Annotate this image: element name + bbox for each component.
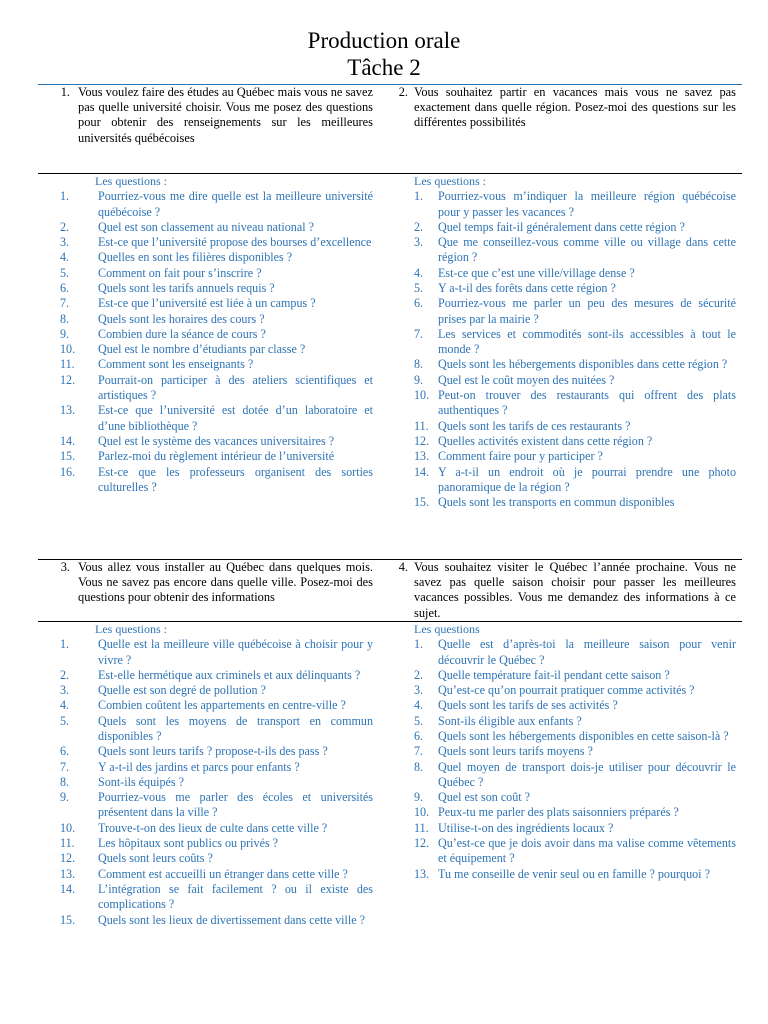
scenario-text: Vous voulez faire des études au Québec mais vous ne savez pas quelle université choisir. Vous me posez des questions pour obtenir des renseignements sur les meilleures universités québécoises [78,85,373,145]
question-number: 16. [60,464,76,479]
question-number: 3. [414,235,424,250]
questions-row-2 [38,622,742,928]
questions-1 [38,174,390,559]
question-item [60,434,373,449]
question-item [60,836,373,851]
scenario-1 [38,85,390,173]
question-item [60,775,373,790]
question-number: 1. [60,189,70,204]
question-number: 13. [414,449,430,464]
question-item [414,714,736,729]
question-text: Quelles en sont les filières disponibles ? [98,250,293,265]
question-item [60,220,373,235]
question-text: Tu me conseille de venir seul ou en famille ? pourquoi ? [438,866,710,881]
question-text: Quel est son classement au niveau national ? [98,219,314,234]
question-text: Est-ce que l’université est liée à un campus ? [98,296,316,311]
question-text: Quels sont les transports en commun disponibles [438,495,675,510]
question-text: Comment sont les enseignants ? [98,357,254,372]
question-number: 6. [414,296,424,311]
question-text: Est-ce que c’est une ville/village dense ? [438,265,635,280]
question-text: Quel temps fait-il généralement dans cette région ? [438,219,685,234]
question-text: L’intégration se fait facilement ? ou il existe des complications ? [98,881,373,912]
question-item [414,327,736,358]
question-item [414,296,736,327]
question-number: 1. [414,637,424,652]
question-item [414,760,736,791]
question-item [414,821,736,836]
question-item [414,683,736,698]
question-text: Y a-t-il des forêts dans cette région ? [438,280,616,295]
question-number: 9. [60,326,70,341]
question-number: 2. [60,219,70,234]
question-item [60,296,373,311]
question-text: Quels sont les tarifs de ses activités ? [438,698,618,713]
question-text: Parlez-moi du règlement intérieur de l’université [98,449,335,464]
question-number: 7. [60,759,70,774]
question-number: 10. [60,820,76,835]
question-text: Quel est le coût moyen des nuitées ? [438,372,615,387]
question-number: 5. [60,713,70,728]
question-number: 3. [60,235,70,250]
question-number: 7. [414,326,424,341]
question-item [414,235,736,266]
question-text: Pourriez-vous me parler un peu des mesures de sécurité prises par la mairie ? [438,296,736,326]
scenario-number: 4. [398,560,408,574]
question-item [60,714,373,745]
question-item [414,698,736,713]
scenario-row-1 [38,85,742,174]
question-item [60,790,373,821]
question-item [60,250,373,265]
questions-2 [390,174,742,559]
document-header [0,0,768,81]
question-item [60,403,373,434]
question-item [414,357,736,372]
question-text: Pourriez-vous me parler des écoles et universités présentent dans la ville ? [98,790,373,820]
question-item [60,342,373,357]
question-number: 1. [414,189,424,204]
question-text: Quels sont leurs tarifs moyens ? [438,744,593,759]
question-item [414,744,736,759]
questions-3 [38,622,390,928]
question-item [60,851,373,866]
question-number: 3. [414,683,424,698]
question-item [60,266,373,281]
question-text: Quels sont les moyens de transport en commun disponibles ? [98,713,373,743]
question-text: Y a-t-il des jardins et parcs pour enfants ? [98,759,300,774]
question-number: 4. [60,698,70,713]
questions-list-2 [414,189,736,510]
question-number: 5. [414,713,424,728]
scenario-3 [38,560,390,621]
question-item [414,419,736,434]
question-item [414,668,736,683]
question-text: Qu’est-ce qu’on pourrait pratiquer comme activités ? [438,683,695,698]
question-number: 15. [414,495,430,510]
question-number: 4. [414,265,424,280]
scenario-text: Vous souhaitez partir en vacances mais vous ne savez pas exactement dans quelle région. Posez-moi des questions sur les différentes possibilités [414,85,736,130]
question-item [414,189,736,220]
question-text: Peut-on trouver des restaurants qui offrent des plats authentiques ? [438,388,736,418]
scenario-row-2 [38,560,742,622]
question-text: Pourrait-on participer à des ateliers scientifiques et artistiques ? [98,372,373,403]
question-text: Est-ce que l’université est dotée d’un laboratoire et d’une bibliothèque ? [98,403,373,433]
question-item [60,821,373,836]
question-text: Les hôpitaux sont publics ou privés ? [98,836,279,851]
question-text: Quels sont les tarifs annuels requis ? [98,280,275,295]
question-number: 14. [60,881,76,896]
questions-heading: Les questions : [95,174,167,188]
questions-heading: Les questions : [414,174,486,188]
question-number: 9. [414,372,424,387]
question-item [60,373,373,404]
question-number: 11. [60,836,75,851]
question-item [60,683,373,698]
question-number: 8. [60,774,70,789]
question-text: Quels sont les hébergements disponibles dans cette région ? [438,357,728,372]
question-text: Quelles activités existent dans cette région ? [438,433,653,448]
question-item [60,760,373,775]
question-text: Quelle température fait-il pendant cette saison ? [438,667,670,682]
question-number: 4. [60,250,70,265]
questions-list-1 [60,189,373,495]
question-number: 14. [60,433,76,448]
question-number: 10. [414,805,430,820]
question-text: Quels sont les hébergements disponibles en cette saison-là ? [438,728,729,743]
question-item [60,235,373,250]
question-text: Est-ce que les professeurs organisent des sorties culturelles ? [98,464,373,494]
question-number: 11. [414,418,429,433]
question-item [414,729,736,744]
questions-list-3 [60,637,373,928]
question-text: Y a-t-il un endroit où je pourrai prendre une photo panoramique de la région ? [438,464,736,494]
question-number: 5. [60,265,70,280]
question-number: 8. [414,357,424,372]
question-text: Comment faire pour y participer ? [438,449,603,464]
page-subtitle: Tâche 2 [347,55,421,80]
question-text: Est-elle hermétique aux criminels et aux délinquants ? [98,667,361,682]
question-number: 2. [414,667,424,682]
question-number: 8. [60,311,70,326]
question-text: Que me conseillez-vous comme ville ou village dans cette région ? [438,235,736,265]
question-item [60,913,373,928]
question-number: 13. [60,866,76,881]
question-item [414,836,736,867]
scenario-text: Vous souhaitez visiter le Québec l’année prochaine. Vous ne savez pas quelle saison choisir pour passer les meilleures vacances possibles. Vous me demandez des informations à ce sujet. [414,560,736,620]
question-item [60,189,373,220]
scenario-number: 1. [60,85,70,99]
question-item [60,465,373,496]
question-item [414,637,736,668]
question-number: 11. [414,820,429,835]
question-item [60,637,373,668]
question-text: Quel est le nombre d’étudiants par classe ? [98,342,306,357]
scenario-number: 2. [398,85,408,99]
question-number: 9. [414,790,424,805]
scenario-2 [390,85,742,173]
question-item [414,867,736,882]
question-text: Quels sont leurs tarifs ? propose-t-ils des pass ? [98,744,328,759]
question-item [414,805,736,820]
question-item [414,373,736,388]
question-number: 6. [60,280,70,295]
question-text: Peux-tu me parler des plats saisonniers préparés ? [438,805,679,820]
question-text: Combien coûtent les appartements en centre-ville ? [98,698,346,713]
question-text: Quels sont les horaires des cours ? [98,311,265,326]
question-text: Comment on fait pour s’inscrire ? [98,265,262,280]
question-number: 12. [414,433,430,448]
question-item [60,867,373,882]
task-table [38,84,742,928]
question-item [414,449,736,464]
question-text: Pourriez-vous me dire quelle est la meilleure université québécoise ? [98,189,373,219]
question-item [414,495,736,510]
question-item [60,327,373,342]
question-text: Quelle est son degré de pollution ? [98,683,266,698]
question-text: Comment est accueilli un étranger dans cette ville ? [98,866,348,881]
question-item [414,434,736,449]
question-item [60,668,373,683]
page-title: Production orale [307,28,461,53]
question-text: Quel est son coût ? [438,790,531,805]
question-number: 4. [414,698,424,713]
questions-list-4 [414,637,736,882]
question-item [60,357,373,372]
questions-row-1 [38,174,742,560]
question-text: Combien dure la séance de cours ? [98,326,266,341]
question-number: 8. [414,759,424,774]
scenario-number: 3. [60,560,70,574]
question-number: 12. [60,851,76,866]
question-number: 13. [414,866,430,881]
question-item [414,281,736,296]
question-text: Quel est le système des vacances universitaires ? [98,433,335,448]
question-number: 15. [60,449,76,464]
question-number: 10. [60,342,76,357]
question-number: 2. [60,667,70,682]
question-text: Utilise-t-on des ingrédients locaux ? [438,820,614,835]
questions-heading: Les questions : [95,622,167,636]
question-text: Trouve-t-on des lieux de culte dans cette ville ? [98,820,328,835]
question-item [414,790,736,805]
question-number: 3. [60,683,70,698]
question-item [414,266,736,281]
question-item [60,312,373,327]
question-number: 10. [414,388,430,403]
question-text: Sont-ils équipés ? [98,774,184,789]
question-item [60,281,373,296]
question-item [60,449,373,464]
question-number: 2. [414,219,424,234]
question-text: Qu’est-ce que je dois avoir dans ma valise comme vêtements et équipement ? [438,836,736,866]
question-text: Quelle est la meilleure ville québécoise à choisir pour y vivre ? [98,637,373,667]
question-text: Les services et commodités sont-ils accessibles à tout le monde ? [438,326,736,357]
question-number: 9. [60,790,70,805]
question-number: 12. [60,372,76,387]
scenario-text: Vous allez vous installer au Québec dans quelques mois. Vous ne savez pas encore dans quelle ville. Posez-moi des questions pour obtenir des informations [78,560,373,605]
question-number: 11. [60,357,75,372]
question-text: Pourriez-vous m’indiquer la meilleure région québécoise pour y passer les vacances ? [438,189,736,219]
question-number: 13. [60,403,76,418]
question-number: 6. [60,744,70,759]
question-number: 5. [414,280,424,295]
question-item [414,388,736,419]
question-item [414,220,736,235]
question-text: Est-ce que l’université propose des bourses d’excellence [98,235,372,250]
question-number: 12. [414,836,430,851]
question-text: Quels sont les lieux de divertissement dans cette ville ? [98,912,366,927]
question-text: Sont-ils éligible aux enfants ? [438,713,582,728]
question-number: 7. [60,296,70,311]
question-text: Quelle est d’après-toi la meilleure saison pour venir découvrir le Québec ? [438,637,736,667]
question-item [60,698,373,713]
question-text: Quels sont les tarifs de ces restaurants ? [438,418,631,433]
question-item [60,744,373,759]
scenario-4 [390,560,742,621]
question-number: 6. [414,728,424,743]
question-number: 1. [60,637,70,652]
question-item [60,882,373,913]
question-text: Quels sont leurs coûts ? [98,851,213,866]
question-number: 7. [414,744,424,759]
questions-4 [390,622,742,928]
questions-heading: Les questions [414,622,480,636]
question-number: 15. [60,912,76,927]
question-text: Quel moyen de transport dois-je utiliser pour découvrir le Québec ? [438,759,736,789]
question-item [414,465,736,496]
question-number: 14. [414,464,430,479]
